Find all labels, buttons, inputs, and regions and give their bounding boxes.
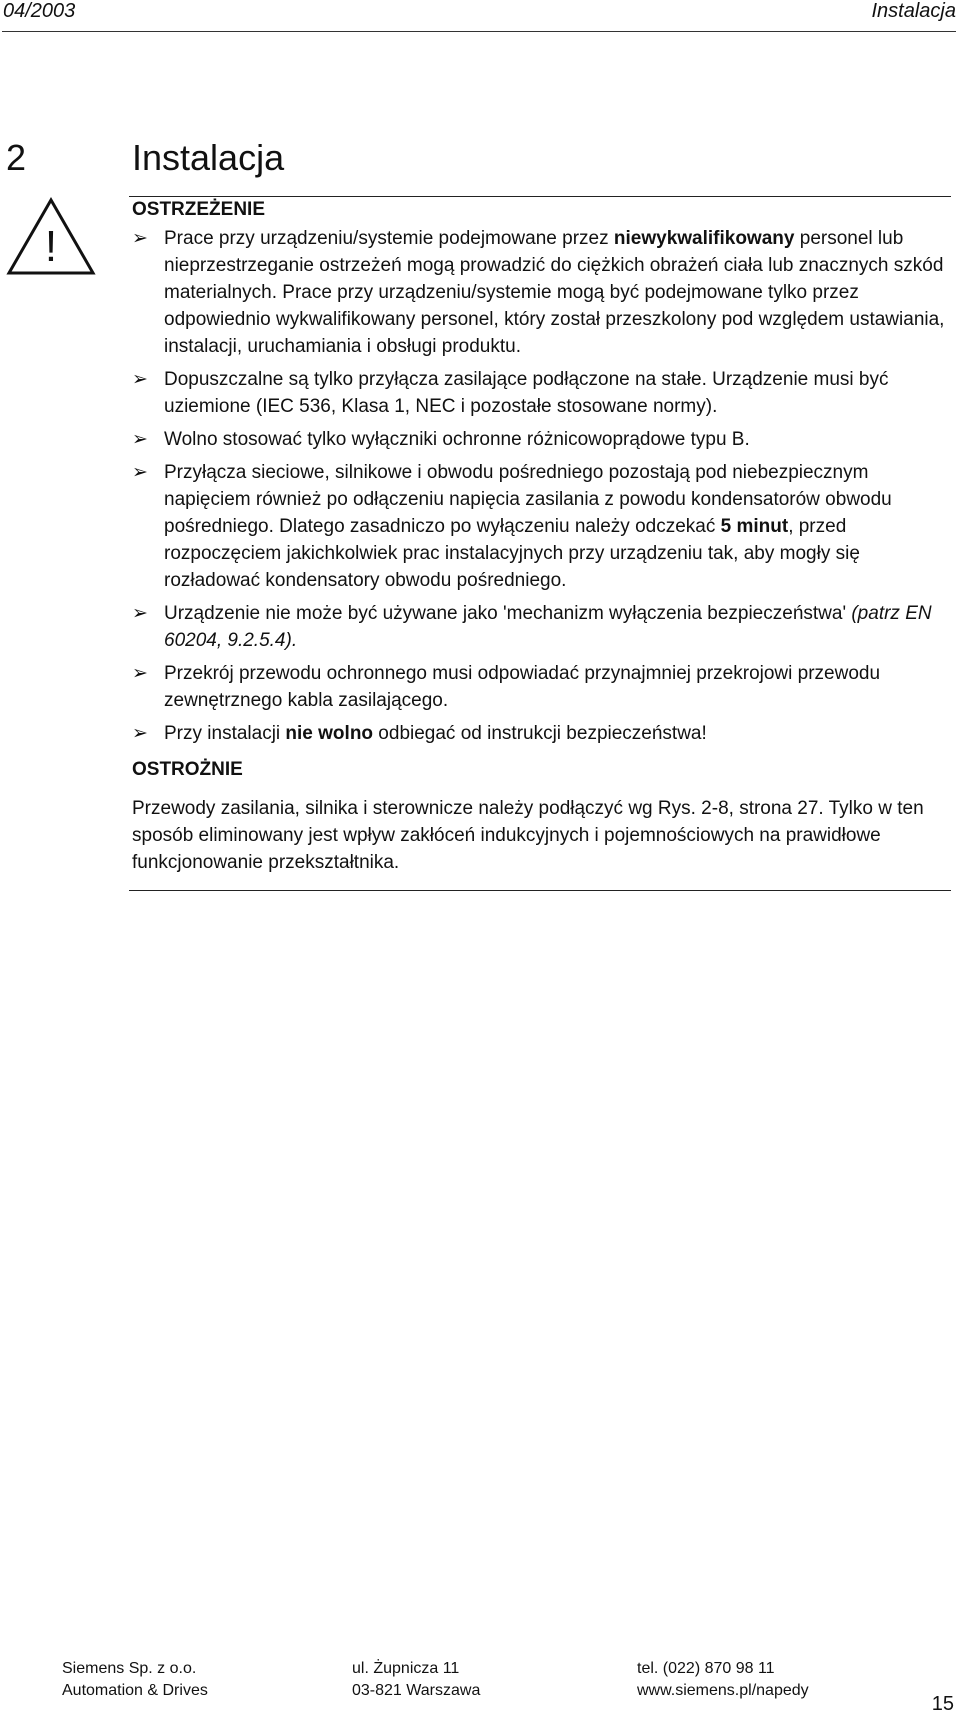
header-rule bbox=[2, 31, 956, 32]
svg-text:!: ! bbox=[44, 222, 58, 271]
arrow-bullet-icon: ➢ bbox=[132, 723, 148, 744]
warning-item: ➢ Przekrój przewodu ochronnego musi odpowiadać przynajmniej przekrojowi przewodu zewnętrznego kabla zasilającego. bbox=[132, 660, 952, 714]
page-header bbox=[0, 0, 960, 36]
warning-item: ➢ Dopuszczalne są tylko przyłącza zasilające podłączone na stałe. Urządzenie musi być uziemione (IEC 536, Klasa 1, NEC i pozostałe stosowane normy). bbox=[132, 366, 952, 420]
arrow-bullet-icon: ➢ bbox=[132, 369, 148, 390]
footer-company: Siemens Sp. z o.o. Automation & Drives bbox=[62, 1660, 208, 1699]
header-date: 04/2003 bbox=[3, 0, 76, 22]
caution-text: Przewody zasilania, silnika i sterownicze należy podłączyć wg Rys. 2-8, strona 27. Tylko w ten sposób eliminowany jest wpływ zakłóceń indukcyjnych i pojemnościowych na prawidłowe funkcjonowanie przekształtnika. bbox=[132, 798, 924, 873]
arrow-bullet-icon: ➢ bbox=[132, 462, 148, 483]
arrow-bullet-icon: ➢ bbox=[132, 603, 148, 624]
arrow-bullet-icon: ➢ bbox=[132, 228, 148, 249]
warning-item: ➢ Przyłącza sieciowe, silnikowe i obwodu pośredniego pozostają pod niebezpiecznym napięciem również po odłączeniu napięcia zasilania z powodu kondensatorów obwodu pośredniego. Dlatego zasadniczo po wyłączeniu należy odczekać 5 minut, przed rozpoczęciem jakichkolwiek prac instalacyjnych przy urządzeniu tak, aby mogły się rozładować kondensatory obwodu pośredniego. bbox=[132, 459, 952, 594]
footer-contact: tel. (022) 870 98 11 www.siemens.pl/napedy bbox=[637, 1660, 809, 1699]
warning-box-bottom-rule bbox=[129, 890, 951, 891]
chapter-title: Instalacja bbox=[132, 137, 285, 178]
chapter-number: 2 bbox=[6, 137, 27, 178]
arrow-bullet-icon: ➢ bbox=[132, 663, 148, 684]
warning-item: ➢ Prace przy urządzeniu/systemie podejmowane przez niewykwalifikowany personel lub nieprzestrzeganie ostrzeżeń mogą prowadzić do ciężkich obrażeń ciała lub znacznych szkód materialnych. Prace przy urządzeniu/systemie mogą być podejmowane tylko przez odpowiednio wykwalifikowany personel, który został przeszkolony pod względem ustawiania, instalacji, uruchamiania i obsługi produktu. bbox=[132, 225, 952, 360]
warning-section bbox=[132, 197, 952, 876]
warning-item: ➢ Wolno stosować tylko wyłączniki ochronne różnicowoprądowe typu B. bbox=[132, 426, 952, 453]
warning-item: ➢ Urządzenie nie może być używane jako 'mechanizm wyłączenia bezpieczeństwa' (patrz EN 60204, 9.2.5.4). bbox=[132, 600, 952, 654]
warning-title: OSTRZEŻENIE bbox=[132, 199, 266, 220]
warning-item: ➢ Przy instalacji nie wolno odbiegać od instrukcji bezpieczeństwa! bbox=[132, 720, 952, 747]
warning-triangle-icon bbox=[6, 197, 96, 277]
caution-title: OSTROŻNIE bbox=[132, 759, 243, 780]
footer-address: ul. Żupnicza 11 03-821 Warszawa bbox=[352, 1660, 481, 1699]
page-footer bbox=[0, 1658, 960, 1718]
arrow-bullet-icon: ➢ bbox=[132, 429, 148, 450]
header-section: Instalacja bbox=[871, 0, 956, 22]
warning-list bbox=[132, 225, 952, 747]
page-number: 15 bbox=[931, 1693, 954, 1715]
